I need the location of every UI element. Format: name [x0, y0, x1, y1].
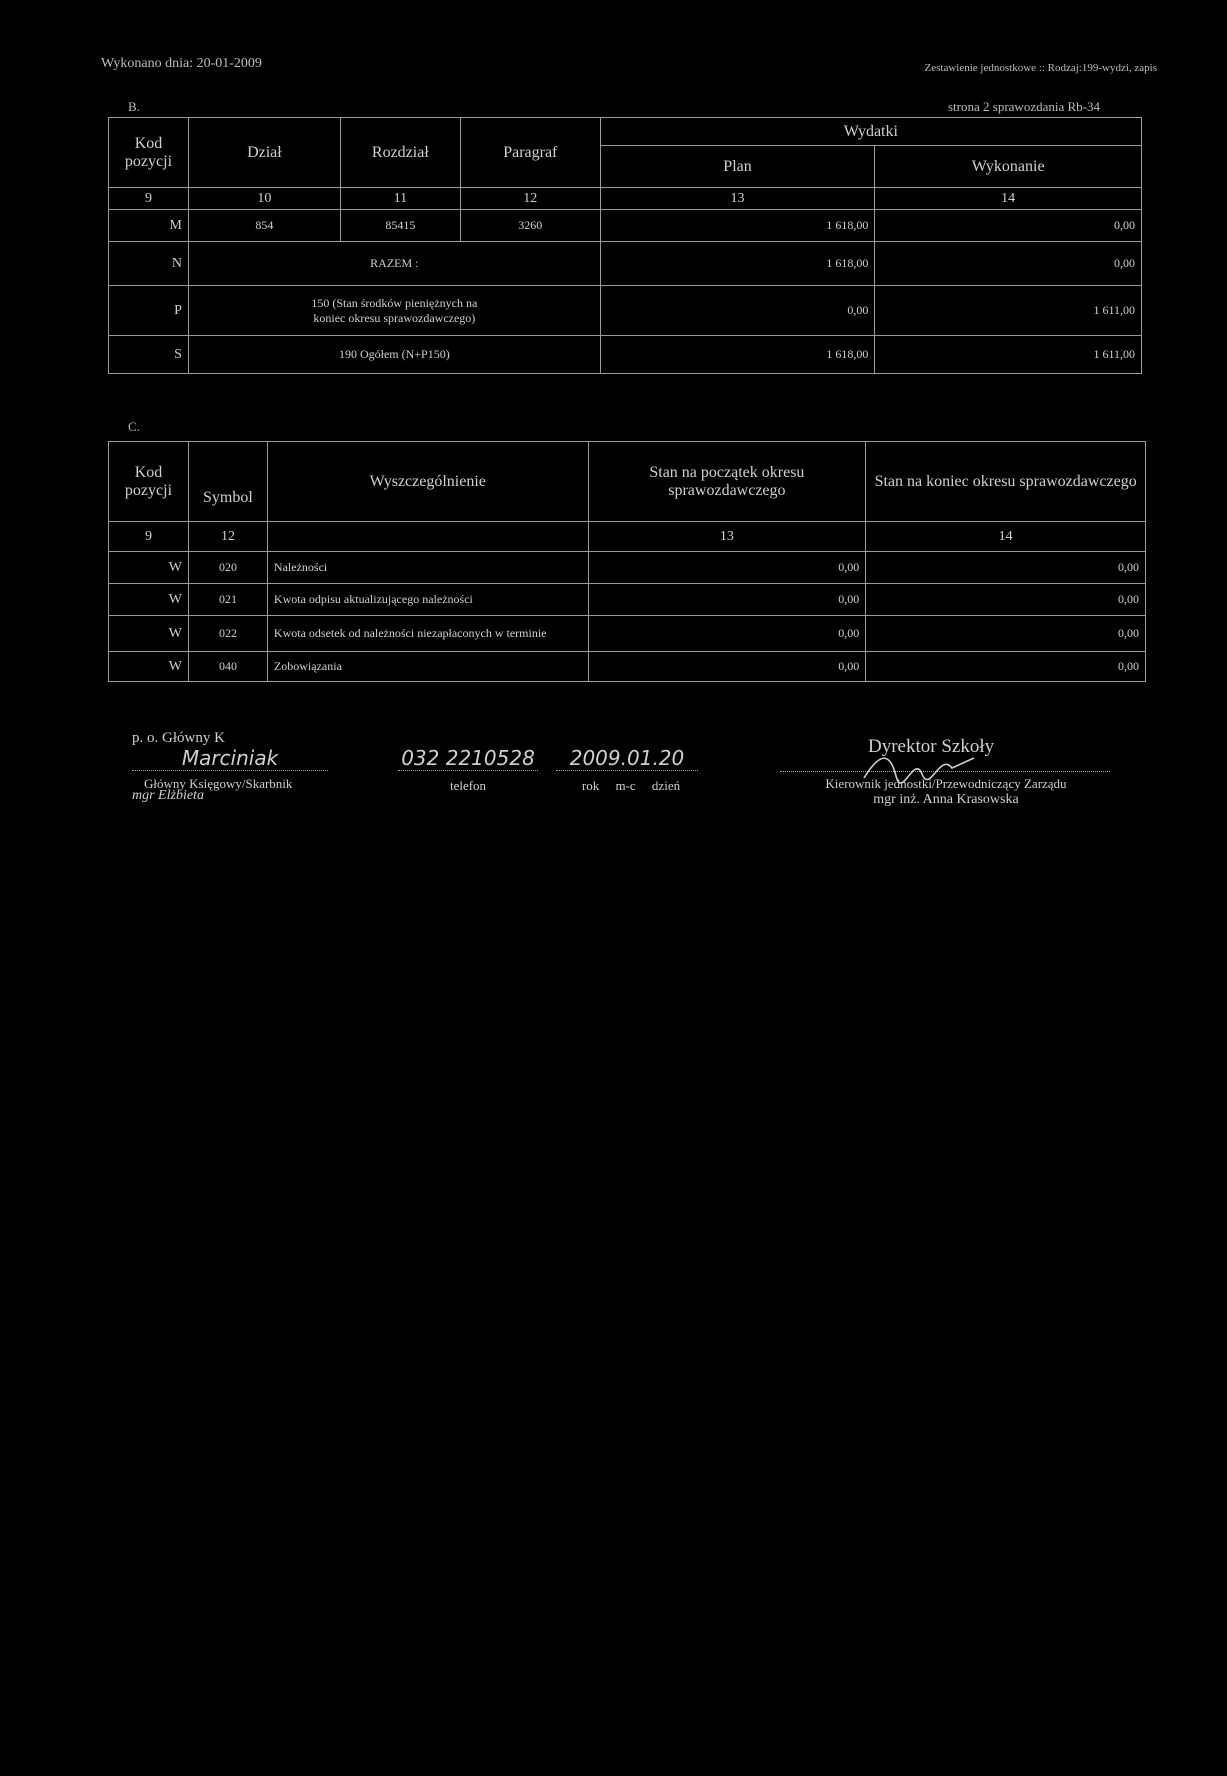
made-on-date: Wykonano dnia: 20-01-2009 — [101, 56, 262, 71]
wyk-cell: 0,00 — [875, 242, 1142, 286]
accountant-role: Główny Księgowy/Skarbnik — [144, 776, 293, 791]
table-row — [109, 336, 1142, 374]
start-cell: 0,00 — [588, 584, 866, 616]
plan-cell: 0,00 — [600, 286, 875, 336]
wyk-cell: 0,00 — [875, 210, 1142, 242]
page-note: strona 2 sprawozdania Rb-34 — [948, 99, 1100, 114]
col-num: 10 — [188, 188, 340, 210]
table-row — [109, 242, 1142, 286]
accountant-stamp: p. o. Główny K — [132, 730, 225, 746]
accountant-name: mgr Elżbieta — [132, 788, 204, 803]
col-num — [267, 522, 588, 552]
symbol-cell: 040 — [188, 652, 267, 682]
accountant-signature: Marciniak — [132, 746, 328, 771]
plan-cell: 1 618,00 — [600, 336, 875, 374]
desc-cell: Kwota odpisu aktualizującego należności — [267, 584, 588, 616]
desc-cell: Kwota odsetek od należności niezapłaconych w terminie — [267, 616, 588, 652]
col-wydatki-header: Wydatki — [600, 118, 1141, 146]
phone-label: telefon — [449, 778, 487, 793]
plan-cell: 1 618,00 — [600, 210, 875, 242]
table-b — [108, 117, 1142, 374]
date-handwriting: 2009.01.20 — [556, 746, 698, 771]
col-dzial-header: Dział — [188, 118, 340, 188]
col-kod-header: Kod pozycji — [109, 118, 189, 188]
table-row — [109, 616, 1146, 652]
desc-cell: RAZEM : — [188, 242, 600, 286]
end-cell: 0,00 — [866, 584, 1146, 616]
section-b-label: B. — [128, 99, 140, 114]
header-right-note: Zestawienie jednostkowe :: Rodzaj:199-wydzi, zapis — [924, 62, 1157, 74]
table-row — [109, 552, 1146, 584]
section-c-label: C. — [128, 419, 140, 434]
desc-cell: Należności — [267, 552, 588, 584]
col-num: 14 — [866, 522, 1146, 552]
col-num: 9 — [109, 522, 189, 552]
wyk-cell: 1 611,00 — [875, 336, 1142, 374]
symbol-cell: 021 — [188, 584, 267, 616]
col-symbol-header: Symbol — [188, 442, 267, 522]
col-num: 11 — [340, 188, 460, 210]
col-wykonanie-header: Wykonanie — [875, 146, 1142, 188]
table-c — [108, 441, 1146, 682]
start-cell: 0,00 — [588, 616, 866, 652]
col-num: 14 — [875, 188, 1142, 210]
symbol-cell: 022 — [188, 616, 267, 652]
desc-cell: Zobowiązania — [267, 652, 588, 682]
director-title: Dyrektor Szkoły — [868, 736, 995, 757]
table-row — [109, 210, 1142, 242]
col-num: 9 — [109, 188, 189, 210]
symbol-cell: 020 — [188, 552, 267, 584]
col-paragraf-header: Paragraf — [460, 118, 600, 188]
kod-cell: N — [109, 242, 189, 286]
kod-cell: W — [109, 552, 189, 584]
end-cell: 0,00 — [866, 552, 1146, 584]
col-plan-header: Plan — [600, 146, 875, 188]
wyk-cell: 1 611,00 — [875, 286, 1142, 336]
kod-cell: S — [109, 336, 189, 374]
desc-cell: 150 (Stan środków pieniężnych na koniec okresu sprawozdawczego) — [188, 286, 600, 336]
desc-cell: 190 Ogółem (N+P150) — [188, 336, 600, 374]
rozdzial-cell: 85415 — [340, 210, 460, 242]
kod-cell: W — [109, 584, 189, 616]
kod-cell: W — [109, 616, 189, 652]
col-num: 13 — [588, 522, 866, 552]
kod-cell: W — [109, 652, 189, 682]
director-name: mgr inż. Anna Krasowska — [873, 792, 1019, 807]
col-end-header: Stan na koniec okresu sprawozdawczego — [866, 442, 1146, 522]
table-row — [109, 652, 1146, 682]
end-cell: 0,00 — [866, 652, 1146, 682]
start-cell: 0,00 — [588, 652, 866, 682]
col-wyszczegolnienie-header: Wyszczególnienie — [267, 442, 588, 522]
date-labels: rok m-c dzień — [581, 778, 681, 793]
col-start-header: Stan na początek okresu sprawozdawczego — [588, 442, 866, 522]
start-cell: 0,00 — [588, 552, 866, 584]
col-num: 12 — [188, 522, 267, 552]
plan-cell: 1 618,00 — [600, 242, 875, 286]
dzial-cell: 854 — [188, 210, 340, 242]
paragraf-cell: 3260 — [460, 210, 600, 242]
phone-handwriting: 032 2210528 — [398, 746, 538, 771]
kod-cell: M — [109, 210, 189, 242]
end-cell: 0,00 — [866, 616, 1146, 652]
col-rozdzial-header: Rozdział — [340, 118, 460, 188]
col-kod-header: Kod pozycji — [109, 442, 189, 522]
table-row — [109, 584, 1146, 616]
table-row — [109, 286, 1142, 336]
kod-cell: P — [109, 286, 189, 336]
col-num: 12 — [460, 188, 600, 210]
col-num: 13 — [600, 188, 875, 210]
director-role: Kierownik jednostki/Przewodniczący Zarządu — [825, 776, 1067, 791]
